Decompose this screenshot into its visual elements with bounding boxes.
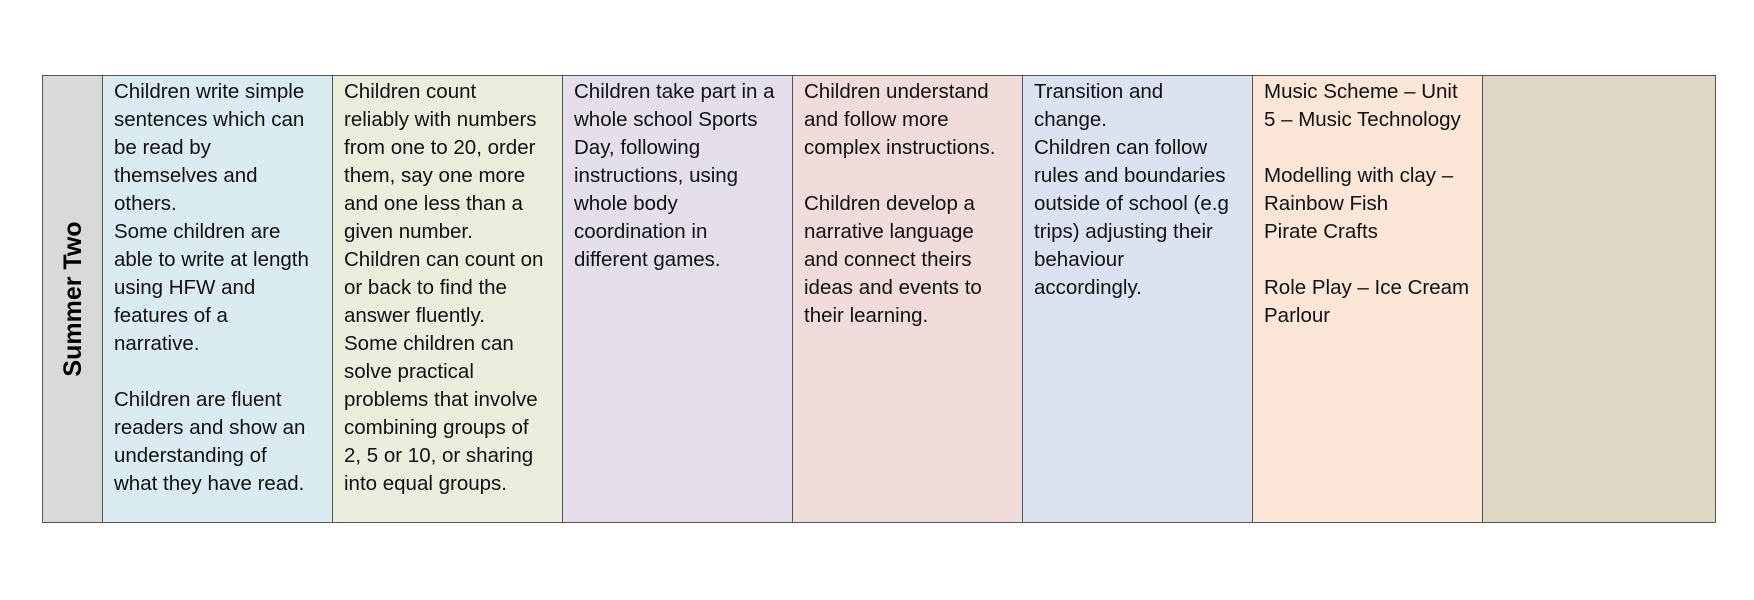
cell-text-line: instructions, using (574, 164, 739, 187)
cell-text-line: Modelling with clay – (1264, 164, 1454, 187)
cell-text-line: and connect theirs (804, 248, 972, 271)
cell-text-line: combining groups of (344, 416, 529, 439)
cell-text-line: or back to find the (344, 276, 507, 299)
cell-text-line: Children develop a (804, 192, 975, 215)
term-label: Summer Two (58, 221, 87, 377)
cell-text-line: whole body (574, 192, 678, 215)
cell-text-line: coordination in (574, 220, 708, 243)
cell-text-line: Rainbow Fish (1264, 192, 1389, 215)
cell-text-line: and one less than a (344, 192, 523, 215)
cell-text-line: Parlour (1264, 304, 1331, 327)
cell-text-line: readers and show an (114, 416, 306, 439)
cell-text-line: their learning. (804, 304, 929, 327)
cell-text-line: using HFW and (114, 276, 256, 299)
cell-text-line: outside of school (e.g (1034, 192, 1229, 215)
cell-text-line: understanding of (114, 444, 267, 467)
cell-text-line: complex instructions. (804, 136, 996, 159)
expressive-arts-cell (1253, 76, 1483, 522)
cell-text-line: Children can count on (344, 248, 544, 271)
cell-text-line: and follow more (804, 108, 949, 131)
cell-text-line: Some children can (344, 332, 514, 355)
cell-text-line (1264, 246, 1472, 274)
cell-text-line: solve practical (344, 360, 474, 383)
cell-text-line: Role Play – Ice Cream (1264, 276, 1470, 299)
cell-text-line: Children write simple (114, 80, 305, 103)
cell-text-line: given number. (344, 220, 473, 243)
maths-cell (333, 76, 563, 522)
cell-text-line: trips) adjusting their (1034, 220, 1213, 243)
cell-text-line (1264, 134, 1472, 162)
empty-cell (1483, 76, 1715, 522)
cell-text-line: sentences which can (114, 108, 305, 131)
cell-text-line: 5 – Music Technology (1264, 108, 1461, 131)
cell-text-line: Children take part in a (574, 80, 775, 103)
cell-text-line: change. (1034, 108, 1107, 131)
communication-language-cell (793, 76, 1023, 522)
cell-text-line: rules and boundaries (1034, 164, 1226, 187)
cell-text-line: features of a (114, 304, 228, 327)
cell-text-line: others. (114, 192, 177, 215)
physical-development-cell (563, 76, 793, 522)
cell-text-line: what they have read. (114, 472, 305, 495)
cell-text-line: behaviour (1034, 248, 1125, 271)
cell-text-line: Day, following (574, 136, 701, 159)
cell-text-line: from one to 20, order (344, 136, 536, 159)
cell-text-line: ideas and events to (804, 276, 982, 299)
cell-text-line: Transition and (1034, 80, 1164, 103)
cell-text-line: answer fluently. (344, 304, 485, 327)
personal-social-cell (1023, 76, 1253, 522)
cell-text-line: 2, 5 or 10, or sharing (344, 444, 534, 467)
curriculum-table-row (42, 75, 1716, 523)
cell-text-line: Children are fluent (114, 388, 282, 411)
cell-text-line (804, 162, 1012, 190)
cell-text-line: whole school Sports (574, 108, 758, 131)
literacy-cell (103, 76, 333, 522)
cell-text-line: able to write at length (114, 248, 309, 271)
cell-text-line: be read by (114, 136, 211, 159)
cell-text-line: Children can follow (1034, 136, 1208, 159)
cell-text-line: themselves and (114, 164, 258, 187)
cell-text-line: reliably with numbers (344, 108, 537, 131)
cell-text-line: Music Scheme – Unit (1264, 80, 1458, 103)
term-cell (43, 76, 103, 522)
cell-text-line: narrative. (114, 332, 200, 355)
cell-text-line: them, say one more (344, 164, 526, 187)
cell-text-line: different games. (574, 248, 721, 271)
cell-text-line: problems that involve (344, 388, 538, 411)
cell-text-line: accordingly. (1034, 276, 1142, 299)
cell-text-line: Some children are (114, 220, 281, 243)
cell-text-line: into equal groups. (344, 472, 507, 495)
cell-text-line: narrative language (804, 220, 974, 243)
cell-text-line: Children understand (804, 80, 989, 103)
cell-text-line: Pirate Crafts (1264, 220, 1378, 243)
cell-text-line (114, 358, 322, 386)
cell-text-line: Children count (344, 80, 477, 103)
